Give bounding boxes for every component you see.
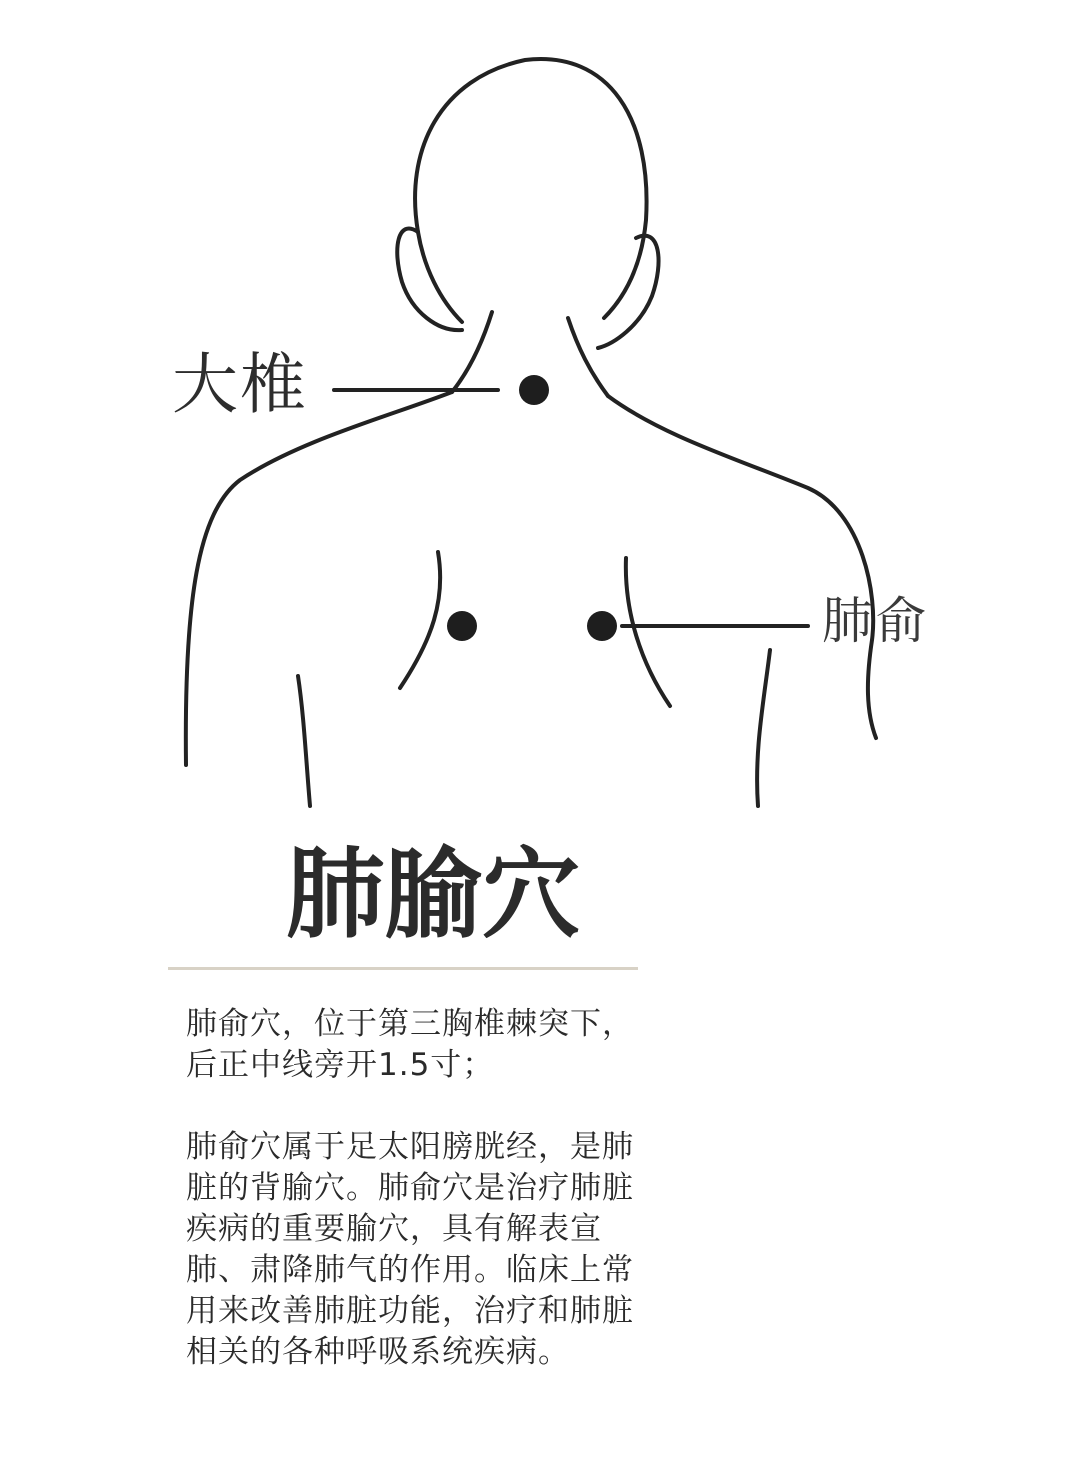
neck-left (452, 312, 492, 392)
neck-right (568, 318, 608, 396)
head-lower-left (418, 232, 462, 322)
left-scapula (400, 552, 440, 688)
feishu-label: 肺俞 (822, 592, 930, 650)
title-divider (168, 967, 638, 970)
function-paragraph: 肺俞穴属于足太阳膀胱经，是肺 脏的背腧穴。肺俞穴是治疗肺脏 疾病的重要腧穴，具有解表宣 肺、肃降肺气的作用。临床上常 用来改善肺脏功能，治疗和肺脏 相关的各种呼吸系统疾病。 (186, 1129, 634, 1370)
left-torso-line (298, 676, 310, 806)
dazhui-label: 大椎 (172, 346, 308, 423)
right-ear (598, 236, 659, 348)
description (186, 1004, 686, 1373)
right-torso-line (757, 650, 770, 806)
right-scapula (626, 558, 670, 706)
left-ear (397, 228, 462, 330)
page-title: 肺腧穴 (286, 838, 581, 952)
location-paragraph: 肺俞穴，位于第三胸椎棘突下， 后正中线旁开1.5寸； (186, 1006, 634, 1083)
feishu-right-point (587, 611, 617, 641)
feishu-left-point (447, 611, 477, 641)
dazhui-point (519, 375, 549, 405)
right-shoulder (608, 396, 876, 738)
head-outline (415, 59, 647, 318)
left-shoulder (186, 392, 452, 765)
